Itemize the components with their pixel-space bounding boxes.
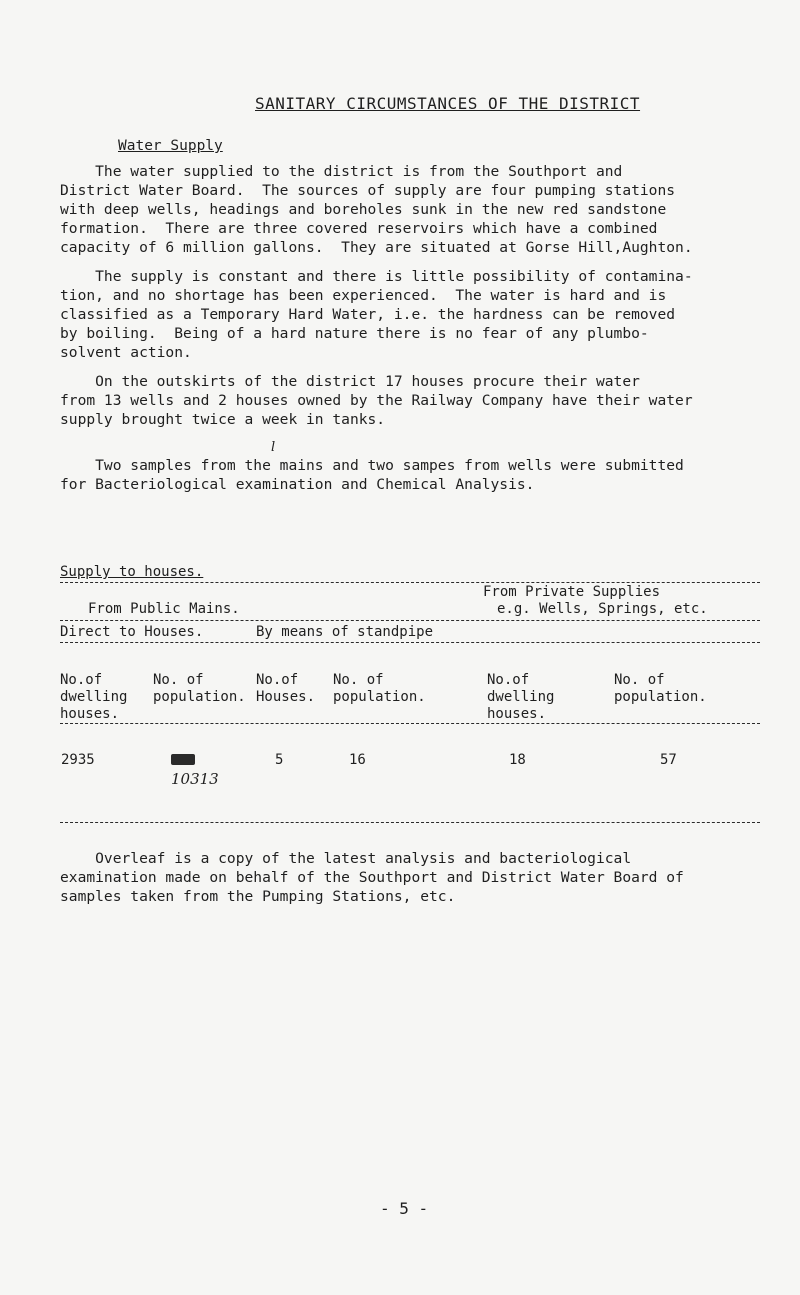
value-standpipe-population: 16 <box>349 752 366 768</box>
col-header-population: No. of population. <box>153 672 246 705</box>
col-header-standpipe-houses: No.of Houses. <box>256 672 316 705</box>
value-dwelling-houses: 2935 <box>61 752 95 768</box>
paragraph-4: Two samples from the mains and two sampes from wells were submitted for Bacteriological examination and Chemical Analysis. <box>60 457 684 493</box>
table-rule-bottom <box>60 822 760 823</box>
col-header-private-population: No. of population. <box>614 672 707 705</box>
group-private-line1: From Private Supplies <box>483 584 661 600</box>
section-title: Water Supply <box>118 138 223 154</box>
handwritten-correction: 10313 <box>171 770 219 788</box>
col-header-private-houses: No.of dwelling houses. <box>487 672 555 722</box>
sub-direct: Direct to Houses. <box>60 624 204 640</box>
value-private-population: 57 <box>660 752 677 768</box>
group-private-line2: e.g. Wells, Springs, etc. <box>497 601 708 617</box>
paragraph-3: On the outskirts of the district 17 houses procure their water from 13 wells and 2 houses owned by the Railway Company have their water supply brought twice a week in tanks. <box>60 373 693 428</box>
sub-standpipe: By means of standpipe <box>256 624 434 640</box>
page-heading: SANITARY CIRCUMSTANCES OF THE DISTRICT <box>255 94 641 113</box>
col-header-dwelling-houses: No.of dwelling houses. <box>60 672 128 722</box>
table-rule-header <box>60 723 760 724</box>
table-rule-top <box>60 582 760 583</box>
supply-table-title: Supply to houses. <box>60 564 204 580</box>
paragraph-1: The water supplied to the district is from the Southport and District Water Board. The sources of supply are four pumping stations with deep wells, headings and boreholes sunk in the new red sandstone formation. There are three covered reservoirs which have a combined capacity of 6 million gallons. They are situated at Gorse Hill,Aughton. <box>60 163 693 256</box>
handwritten-insert: l <box>271 440 276 455</box>
table-rule-sub <box>60 642 760 643</box>
closing-paragraph: Overleaf is a copy of the latest analysis and bacteriological examination made on behalf of the Southport and District Water Board of samples taken from the Pumping Stations, etc. <box>60 850 684 905</box>
group-public: From Public Mains. <box>88 601 240 617</box>
paragraph-2: The supply is constant and there is little possibility of contamina- tion, and no shortage has been experienced. The water is hard and is classified as a Temporary Hard Water, i.e. the hardness can be removed by boiling. Being of a hard nature there is no fear of any plumbo- solvent action. <box>60 268 693 361</box>
value-private-houses: 18 <box>509 752 526 768</box>
value-standpipe-houses: 5 <box>275 752 284 768</box>
col-header-standpipe-population: No. of population. <box>333 672 426 705</box>
page-number: - 5 - <box>380 1199 429 1218</box>
table-rule-groups <box>60 620 760 621</box>
